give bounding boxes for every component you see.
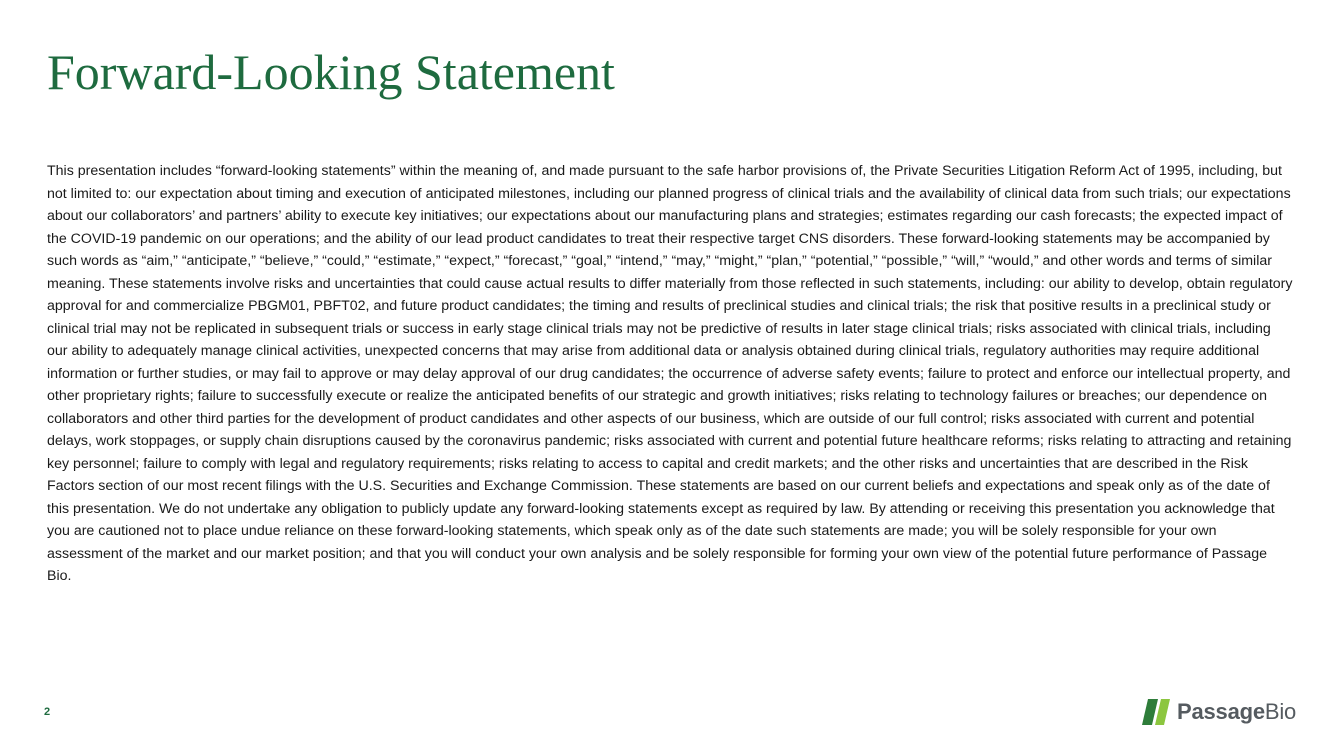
- logo-wordmark: [1177, 698, 1296, 726]
- page-number: 2: [44, 706, 51, 718]
- company-logo: [1140, 698, 1296, 726]
- slide-title: Forward-Looking Statement: [47, 44, 615, 100]
- logo-mark-light-stripe: [1155, 699, 1170, 725]
- logo-word-passage: Passage: [1177, 699, 1265, 724]
- logo-mark-dark-stripe: [1142, 699, 1158, 725]
- passage-bio-logo-mark-icon: [1140, 699, 1170, 725]
- logo-word-bio: Bio: [1264, 699, 1297, 724]
- disclaimer-body-text: This presentation includes “forward-looking statements” within the meaning of, and made pursuant to the safe harbor provisions of, the Private Securities Litigation Reform Act of 1995, including, but not limited to: our expectation about timing and execution of anticipated milestones, including our planned progress of clinical trials and the availability of clinical data from such trials; our expectations about our collaborators’ and partners’ ability to execute key initiatives; our expectations about our manufacturing plans and strategies; estimates regarding our cash forecasts; the expected impact of the COVID-19 pandemic on our operations; and the ability of our lead product candidates to treat their respective target CNS disorders. These forward-looking statements may be accompanied by such words as “aim,” “anticipate,” “believe,” “could,” “estimate,” “expect,” “forecast,” “goal,” “intend,” “may,” “might,” “plan,” “potential,” “possible,” “will,” “would,” and other words and terms of similar meaning. These statements involve risks and uncertainties that could cause actual results to differ materially from those reflected in such statements, including: our ability to develop, obtain regulatory approval for and commercialize PBGM01, PBFT02, and future product candidates; the timing and results of preclinical studies and clinical trials; the risk that positive results in a preclinical study or clinical trial may not be replicated in subsequent trials or success in early stage clinical trials may not be predictive of results in later stage clinical trials; risks associated with clinical trials, including our ability to adequately manage clinical activities, unexpected concerns that may arise from additional data or analysis obtained during clinical trials, regulatory authorities may require additional information or further studies, or may fail to approve or may delay approval of our drug candidates; the occurrence of adverse safety events; failure to protect and enforce our intellectual property, and other proprietary rights; failure to successfully execute or realize the anticipated benefits of our strategic and growth initiatives; risks relating to technology failures or breaches; our dependence on collaborators and other third parties for the development of product candidates and other aspects of our business, which are outside of our full control; risks associated with current and potential delays, work stoppages, or supply chain disruptions caused by the coronavirus pandemic; risks associated with current and potential future healthcare reforms; risks relating to attracting and retaining key personnel; failure to comply with legal and regulatory requirements; risks relating to access to capital and credit markets; and the other risks and uncertainties that are described in the Risk Factors section of our most recent filings with the U.S. Securities and Exchange Commission. These statements are based on our current beliefs and expectations and speak only as of the date of this presentation. We do not undertake any obligation to publicly update any forward-looking statements except as required by law. By attending or receiving this presentation you acknowledge that you are cautioned not to place undue reliance on these forward-looking statements, which speak only as of the date such statements are made; you will be solely responsible for your own assessment of the market and our market position; and that you will conduct your own analysis and be solely responsible for forming your own view of the potential future performance of Passage Bio.: [47, 163, 1293, 584]
